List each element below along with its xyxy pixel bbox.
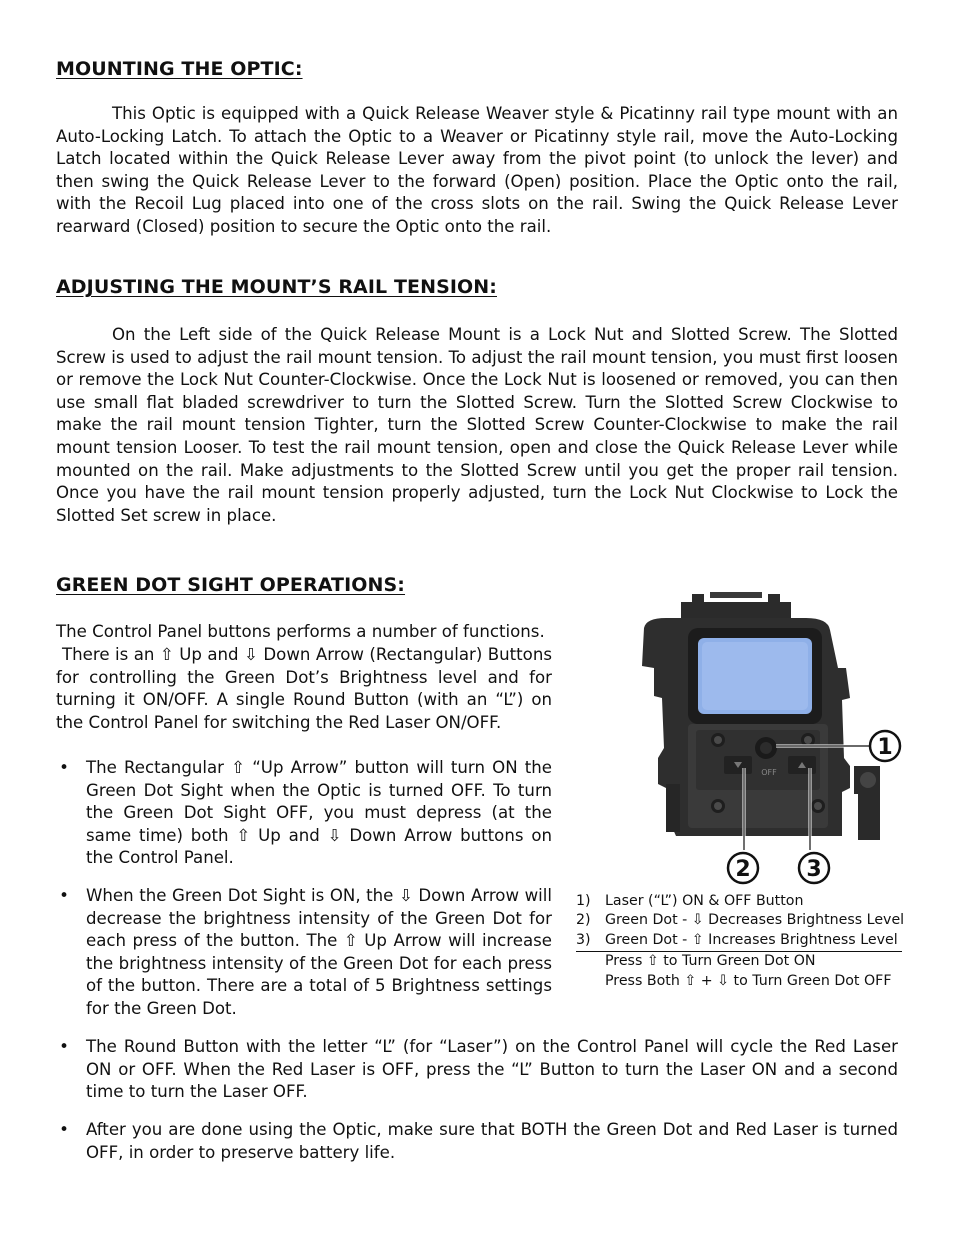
- bullet-marker: •: [59, 886, 69, 905]
- green-dot-intro: There is an ⇧ Up and ⇩ Down Arrow (Rectangular) Buttons for controlling the Green Dot’s Brightness level and for turning it ON/OFF. A single Round Button (with an “L”) on the Control Panel for switching the Red Laser ON/OFF.: [56, 645, 552, 732]
- bullet-text: After you are done using the Optic, make sure that BOTH the Green Dot and Red Laser is turned OFF, in order to preserve battery life.: [86, 1120, 898, 1162]
- legend-note-on: Press ⇧ to Turn Green Dot ON: [605, 953, 816, 970]
- green-dot-intro-line: The Control Panel buttons performs a number of functions.: [56, 622, 545, 641]
- optic-control-panel-figure: [606, 588, 906, 888]
- legend-item: [576, 931, 906, 950]
- optic-body-illustration: [642, 592, 880, 840]
- panel-off-label: OFF: [761, 768, 777, 777]
- figure-legend: [576, 892, 906, 991]
- bullet-marker: •: [59, 1120, 69, 1139]
- bullet-marker: •: [59, 1037, 69, 1056]
- bullet-down-arrow: [59, 885, 552, 1021]
- mounting-heading: MOUNTING THE OPTIC:: [56, 58, 303, 80]
- legend-text: Laser (“L”) ON & OFF Button: [605, 893, 804, 909]
- bullet-battery: [59, 1119, 898, 1164]
- bullet-laser-button: [59, 1036, 898, 1104]
- callout-number-1: 1: [877, 735, 893, 760]
- legend-item: [576, 892, 906, 911]
- mounting-paragraph: This Optic is equipped with a Quick Release Weaver style & Picatinny rail type mount with an Auto-Locking Latch. To attach the Optic to a Weaver or Picatinny style rail, move the Auto-Locking Latch located within the Quick Release Lever away from the pivot point (to unlock the lever) and then swing the Quick Release Lever to the forward (Open) position. Place the Optic onto the rail, with the Recoil Lug placed into one of the cross slots on the rail. Swing the Quick Release Lever rearward (Closed) position to secure the Optic onto the rail.: [56, 104, 898, 236]
- legend-divider: [576, 951, 902, 952]
- callout-number-3: 3: [806, 857, 822, 882]
- tension-paragraph: On the Left side of the Quick Release Mount is a Lock Nut and Slotted Screw. The Slotted Screw is used to adjust the rail mount tension. To adjust the rail mount tension, you must first loosen or remove the Lock Nut Counter-Clockwise. Once the Lock Nut is loosened or removed, you can then use small flat bladed screwdriver to turn the Slotted Screw. Turn the Slotted Screw Clockwise to make the rail mount tension Tighter, turn the Slotted Screw Counter-Clockwise to make the rail mount tension Looser. To test the rail mount tension, open and close the Quick Release Lever while mounted on the rail. Make adjustments to the Slotted Screw until you get the proper rail tension. Once you have the rail mount tension properly adjusted, turn the Lock Nut Clockwise to Lock the Slotted Set screw in place.: [56, 325, 898, 525]
- legend-item: [576, 911, 906, 930]
- bullet-text: The Round Button with the letter “L” (for “Laser”) on the Control Panel will cycle the Red Laser ON or OFF. When the Red Laser is OFF, press the “L” Button to turn the Laser ON and a second time to turn the Laser OFF.: [86, 1037, 898, 1102]
- legend-number: 1): [576, 893, 591, 909]
- bullet-up-arrow: [59, 757, 552, 870]
- bullet-text: When the Green Dot Sight is ON, the ⇩ Down Arrow will decrease the brightness intensity of the Green Dot for each press of the button. The ⇧ Up Arrow will increase the brightness intensity of the Green Dot for each press of the button. There are a total of 5 Brightness settings for the Green Dot.: [86, 886, 552, 1018]
- legend-number: 3): [576, 931, 591, 948]
- legend-note-off: Press Both ⇧ + ⇩ to Turn Green Dot OFF: [605, 972, 892, 989]
- bullet-text: The Rectangular ⇧ “Up Arrow” button will turn ON the Green Dot Sight when the Optic is turned OFF. To turn the Green Dot Sight OFF, you must depress (at the same time) both ⇧ Up and ⇩ Down Arrow buttons on the Control Panel.: [86, 758, 552, 868]
- callout-number-2: 2: [735, 857, 751, 882]
- tension-heading: ADJUSTING THE MOUNT’S RAIL TENSION:: [56, 276, 497, 298]
- legend-text: Green Dot - ⇧ Increases Brightness Level: [605, 931, 898, 948]
- legend-number: 2): [576, 912, 591, 929]
- bullet-marker: •: [59, 758, 69, 777]
- green-dot-heading: GREEN DOT SIGHT OPERATIONS:: [56, 574, 406, 596]
- legend-text: Green Dot - ⇩ Decreases Brightness Level: [605, 912, 905, 929]
